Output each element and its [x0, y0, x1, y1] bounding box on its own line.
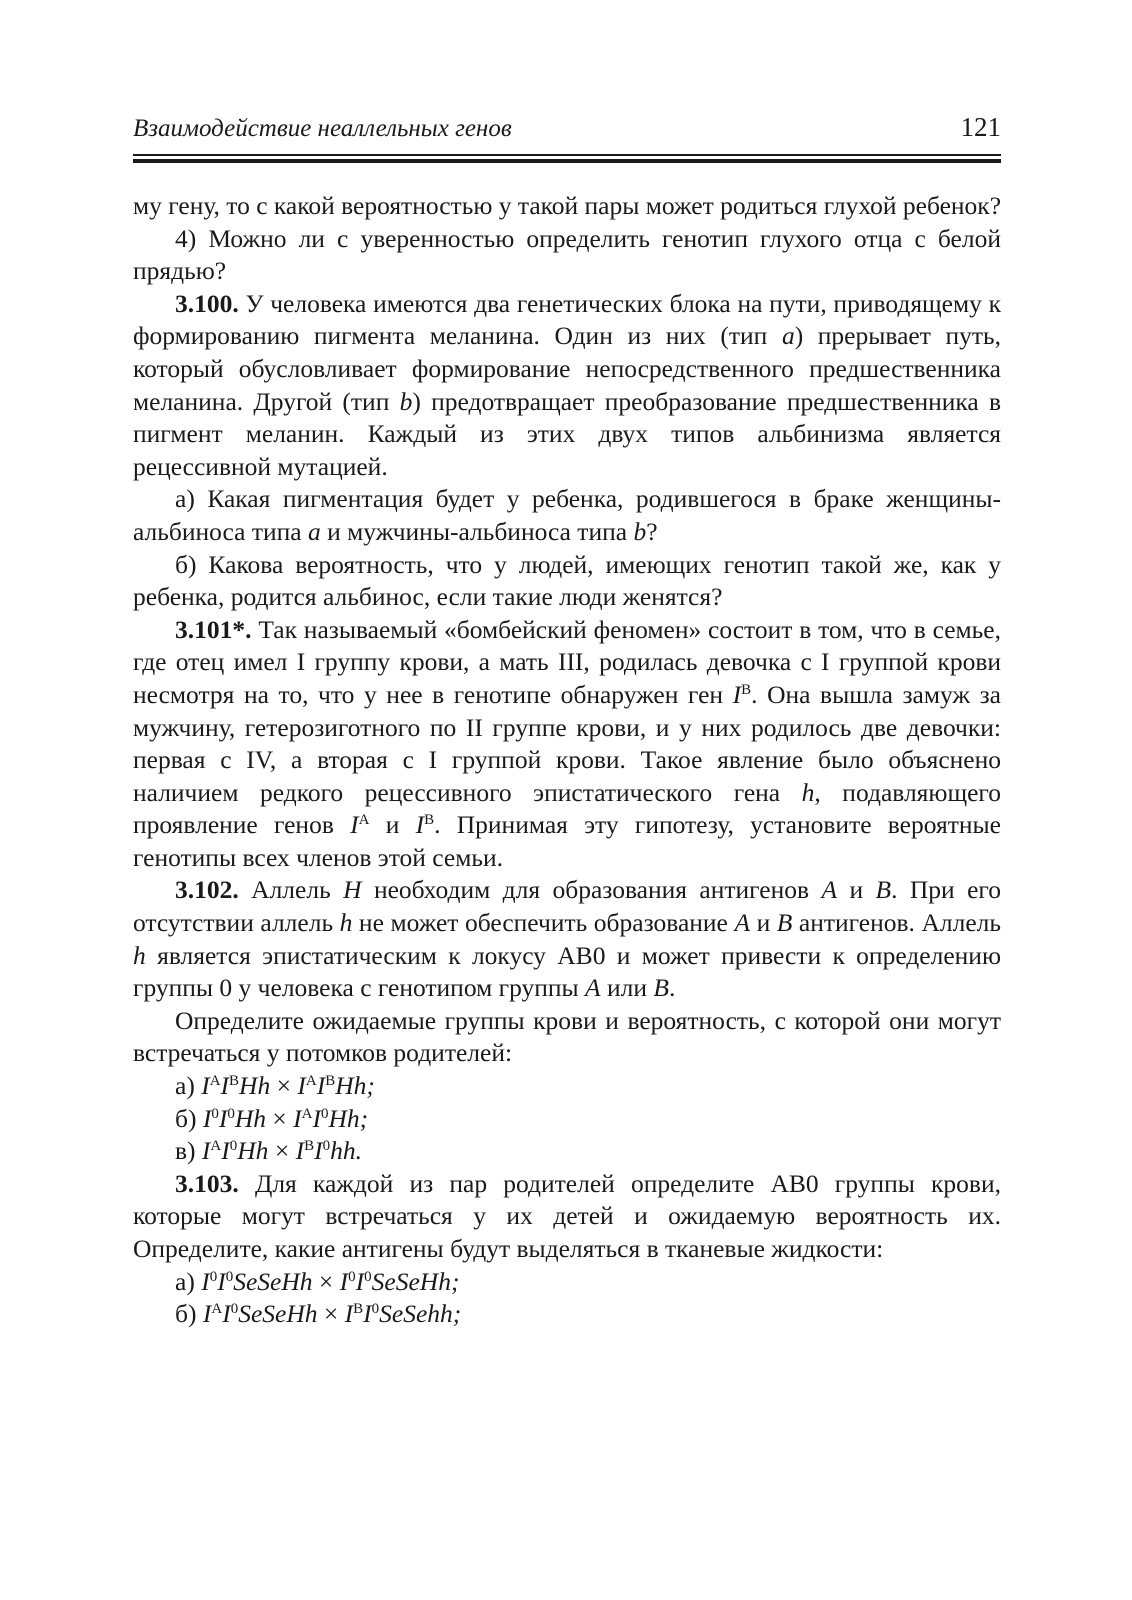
genotype-cross-d: а) $I^0I^0SeSeHh$ × $I^0I^0SeSeHh$;: [175, 1266, 460, 1296]
page-body: [133, 190, 1001, 1331]
genotype-cross-b: б) $I^0I^0Hh \times I^AI^0Hh$;: [175, 1103, 369, 1133]
problem-number: 3.102.: [175, 875, 239, 905]
instruction-paragraph: Определите ожидаемые группы крови и вероятность, с которой они могут встречаться у потомков родителей:: [133, 1005, 1001, 1068]
header-rule-thin: [133, 154, 1001, 156]
problem-3-102: 3.102. Аллель H необходим для образования антигенов A и B. При его отсутствии аллель h не может обеспечить образование A и B антигенов. Аллель h является эпистатическим к локусу AB0 и может привести к определению группы 0 у человека с генотипом группы A или B.: [133, 875, 1001, 1003]
question-b: б) Какова вероятность, что у людей, имеющих генотип такой же, как у ребенка, родится альбинос, если такие люди женятся?: [133, 549, 1001, 612]
question-4: 4) Можно ли с уверенностью определить генотип глухого отца с белой прядью?: [133, 223, 1001, 286]
paragraph-continuation: му гену, то с какой вероятностью у такой пары может родиться глухой ребенок?: [133, 191, 1002, 220]
problem-number: 3.100.: [175, 288, 239, 318]
genotype-cross-c: в) $I^AI^0Hh \times I^BI^0hh$.: [175, 1136, 362, 1166]
genotype-cross-a: а) $I^AI^BHh \times I^AI^BHh$;: [175, 1071, 375, 1101]
problem-number: 3.101*.: [175, 614, 252, 644]
problem-3-101: 3.101*. Так называемый «бомбейский феномен» состоит в том, что в семье, где отец имел I группу крови, а мать III, родилась девочка с I группой крови несмотря на то, что у нее в генотипе обнаружен ген $I^B$. Она вышла замуж за мужчину, гетерозиготного по II группе крови, и у них родилось две девочки: первая с IV, а вторая с I группой крови. Такое явление было объяснено наличием редкого рецессивного эпистатического гена h, подавляющего проявление генов $I^A$ и $I^B$. Принимая эту гипотезу, установите вероятные генотипы всех членов этой семьи.: [133, 614, 1001, 872]
running-header: [133, 112, 1001, 143]
page-number: 121: [960, 112, 1001, 142]
problem-number: 3.103.: [175, 1168, 239, 1198]
question-a: а) Какая пигментация будет у ребенка, родившегося в браке женщины-альбиноса типа a и мужчины-альбиноса типа b?: [133, 484, 1001, 546]
header-rule-thick: [133, 159, 1001, 163]
problem-3-100: 3.100. У человека имеются два генетических блока на пути, приводящему к формированию пигмента меланина. Один из них (тип a) прерывает путь, который обусловливает формирование непосредственного предшественника меланина. Другой (тип b) предотвращает преобразование предшественника в пигмент меланин. Каждый из этих двух типов альбинизма является рецессивной мутацией.: [133, 288, 1001, 481]
genotype-cross-e: б) $I^AI^0SeSeHh$ × $I^BI^0SeSehh$;: [175, 1299, 462, 1329]
problem-3-103: 3.103. Для каждой из пар родителей определите AB0 группы крови, которые могут встречаться у их детей и ожидаемую вероятность их. Определите, какие антигены будут выделяться в тканевые жидкости:: [133, 1168, 1001, 1263]
header-title: Взаимодействие неаллельных генов: [133, 115, 512, 142]
